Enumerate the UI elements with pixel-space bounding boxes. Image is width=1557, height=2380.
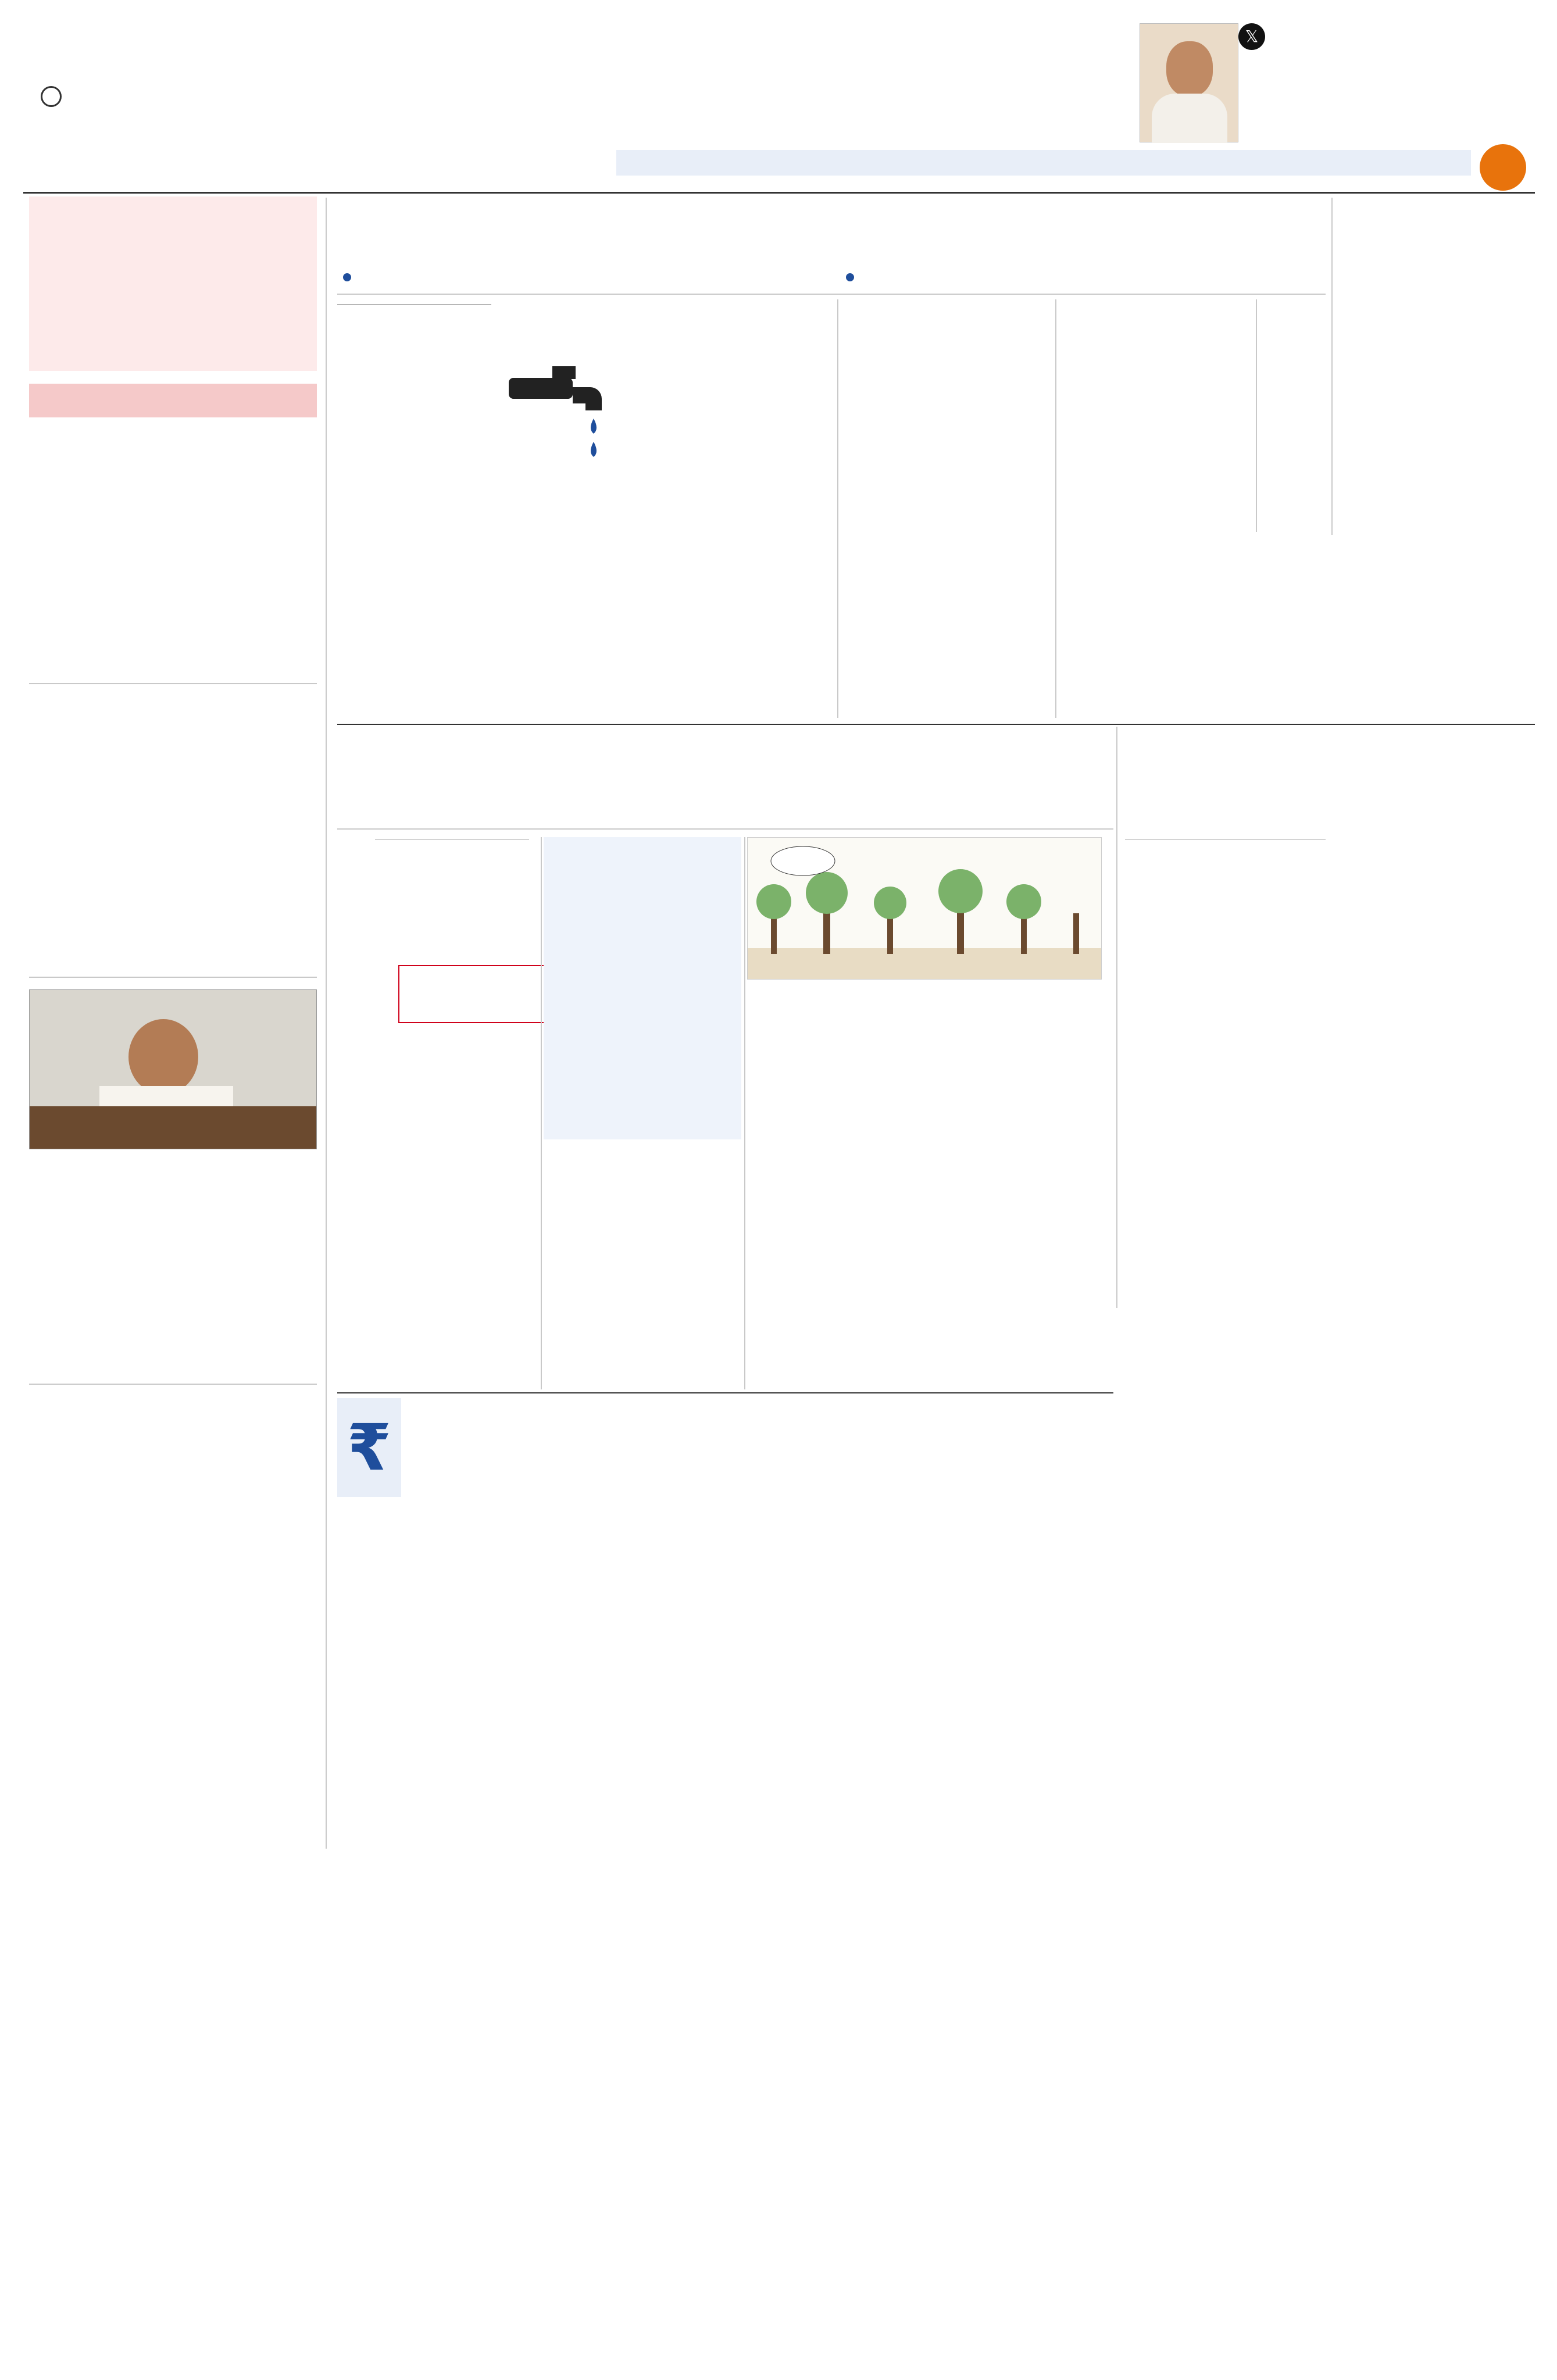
- who-where-list: [29, 201, 317, 210]
- saar-item-4: [29, 1389, 317, 1843]
- lead-col-2b: [497, 477, 660, 721]
- lead-box-1: [843, 302, 1052, 721]
- bullet-icon: [846, 273, 854, 281]
- x-social-icon[interactable]: 𝕏: [1238, 23, 1265, 50]
- bjp-col-2: [1337, 837, 1535, 1285]
- lead-byline: [337, 302, 491, 305]
- author-photo: [1140, 23, 1238, 142]
- rupee-icon: ₹: [337, 1398, 401, 1497]
- forest-table-1: [747, 985, 933, 1154]
- local-products: [1337, 201, 1535, 532]
- table-header: [747, 988, 840, 990]
- bullet-icon: [343, 273, 351, 281]
- who-where-title: [29, 196, 317, 201]
- bjp-byline: [1125, 837, 1326, 839]
- saar-item-1: [29, 429, 317, 673]
- forest-cartoon: [747, 837, 1102, 980]
- lead-col-1: [337, 302, 491, 709]
- table-header: [840, 988, 933, 990]
- lead-box-2: [1061, 302, 1253, 721]
- quote-text: [1273, 23, 1529, 131]
- forest-col-1b: [375, 1029, 535, 1384]
- bjp-col-1: [1125, 837, 1326, 1285]
- forest-mnrega-box: [544, 837, 741, 1139]
- special-badge: [398, 965, 547, 1023]
- page-number: [1480, 144, 1526, 191]
- forest-table-2: [747, 1154, 933, 1328]
- lead-sub2: [846, 267, 1329, 285]
- forest-quote-box: [544, 1148, 741, 1363]
- forest-mnrega-head: [544, 837, 741, 844]
- dateline-bar: [616, 150, 1471, 176]
- forest-lists: [939, 985, 1108, 1357]
- lead-col-3: [666, 302, 834, 732]
- forest-table-1-grid: [747, 988, 933, 990]
- forest-byline: [375, 837, 529, 839]
- lead-sub1: [343, 267, 843, 285]
- who-where-box: [29, 196, 317, 371]
- saar-title: [29, 384, 317, 417]
- shukla-photo: [29, 989, 317, 1149]
- saar-item-2: [29, 692, 317, 977]
- globe-icon: [41, 86, 62, 107]
- saar-item-3: [29, 982, 317, 1378]
